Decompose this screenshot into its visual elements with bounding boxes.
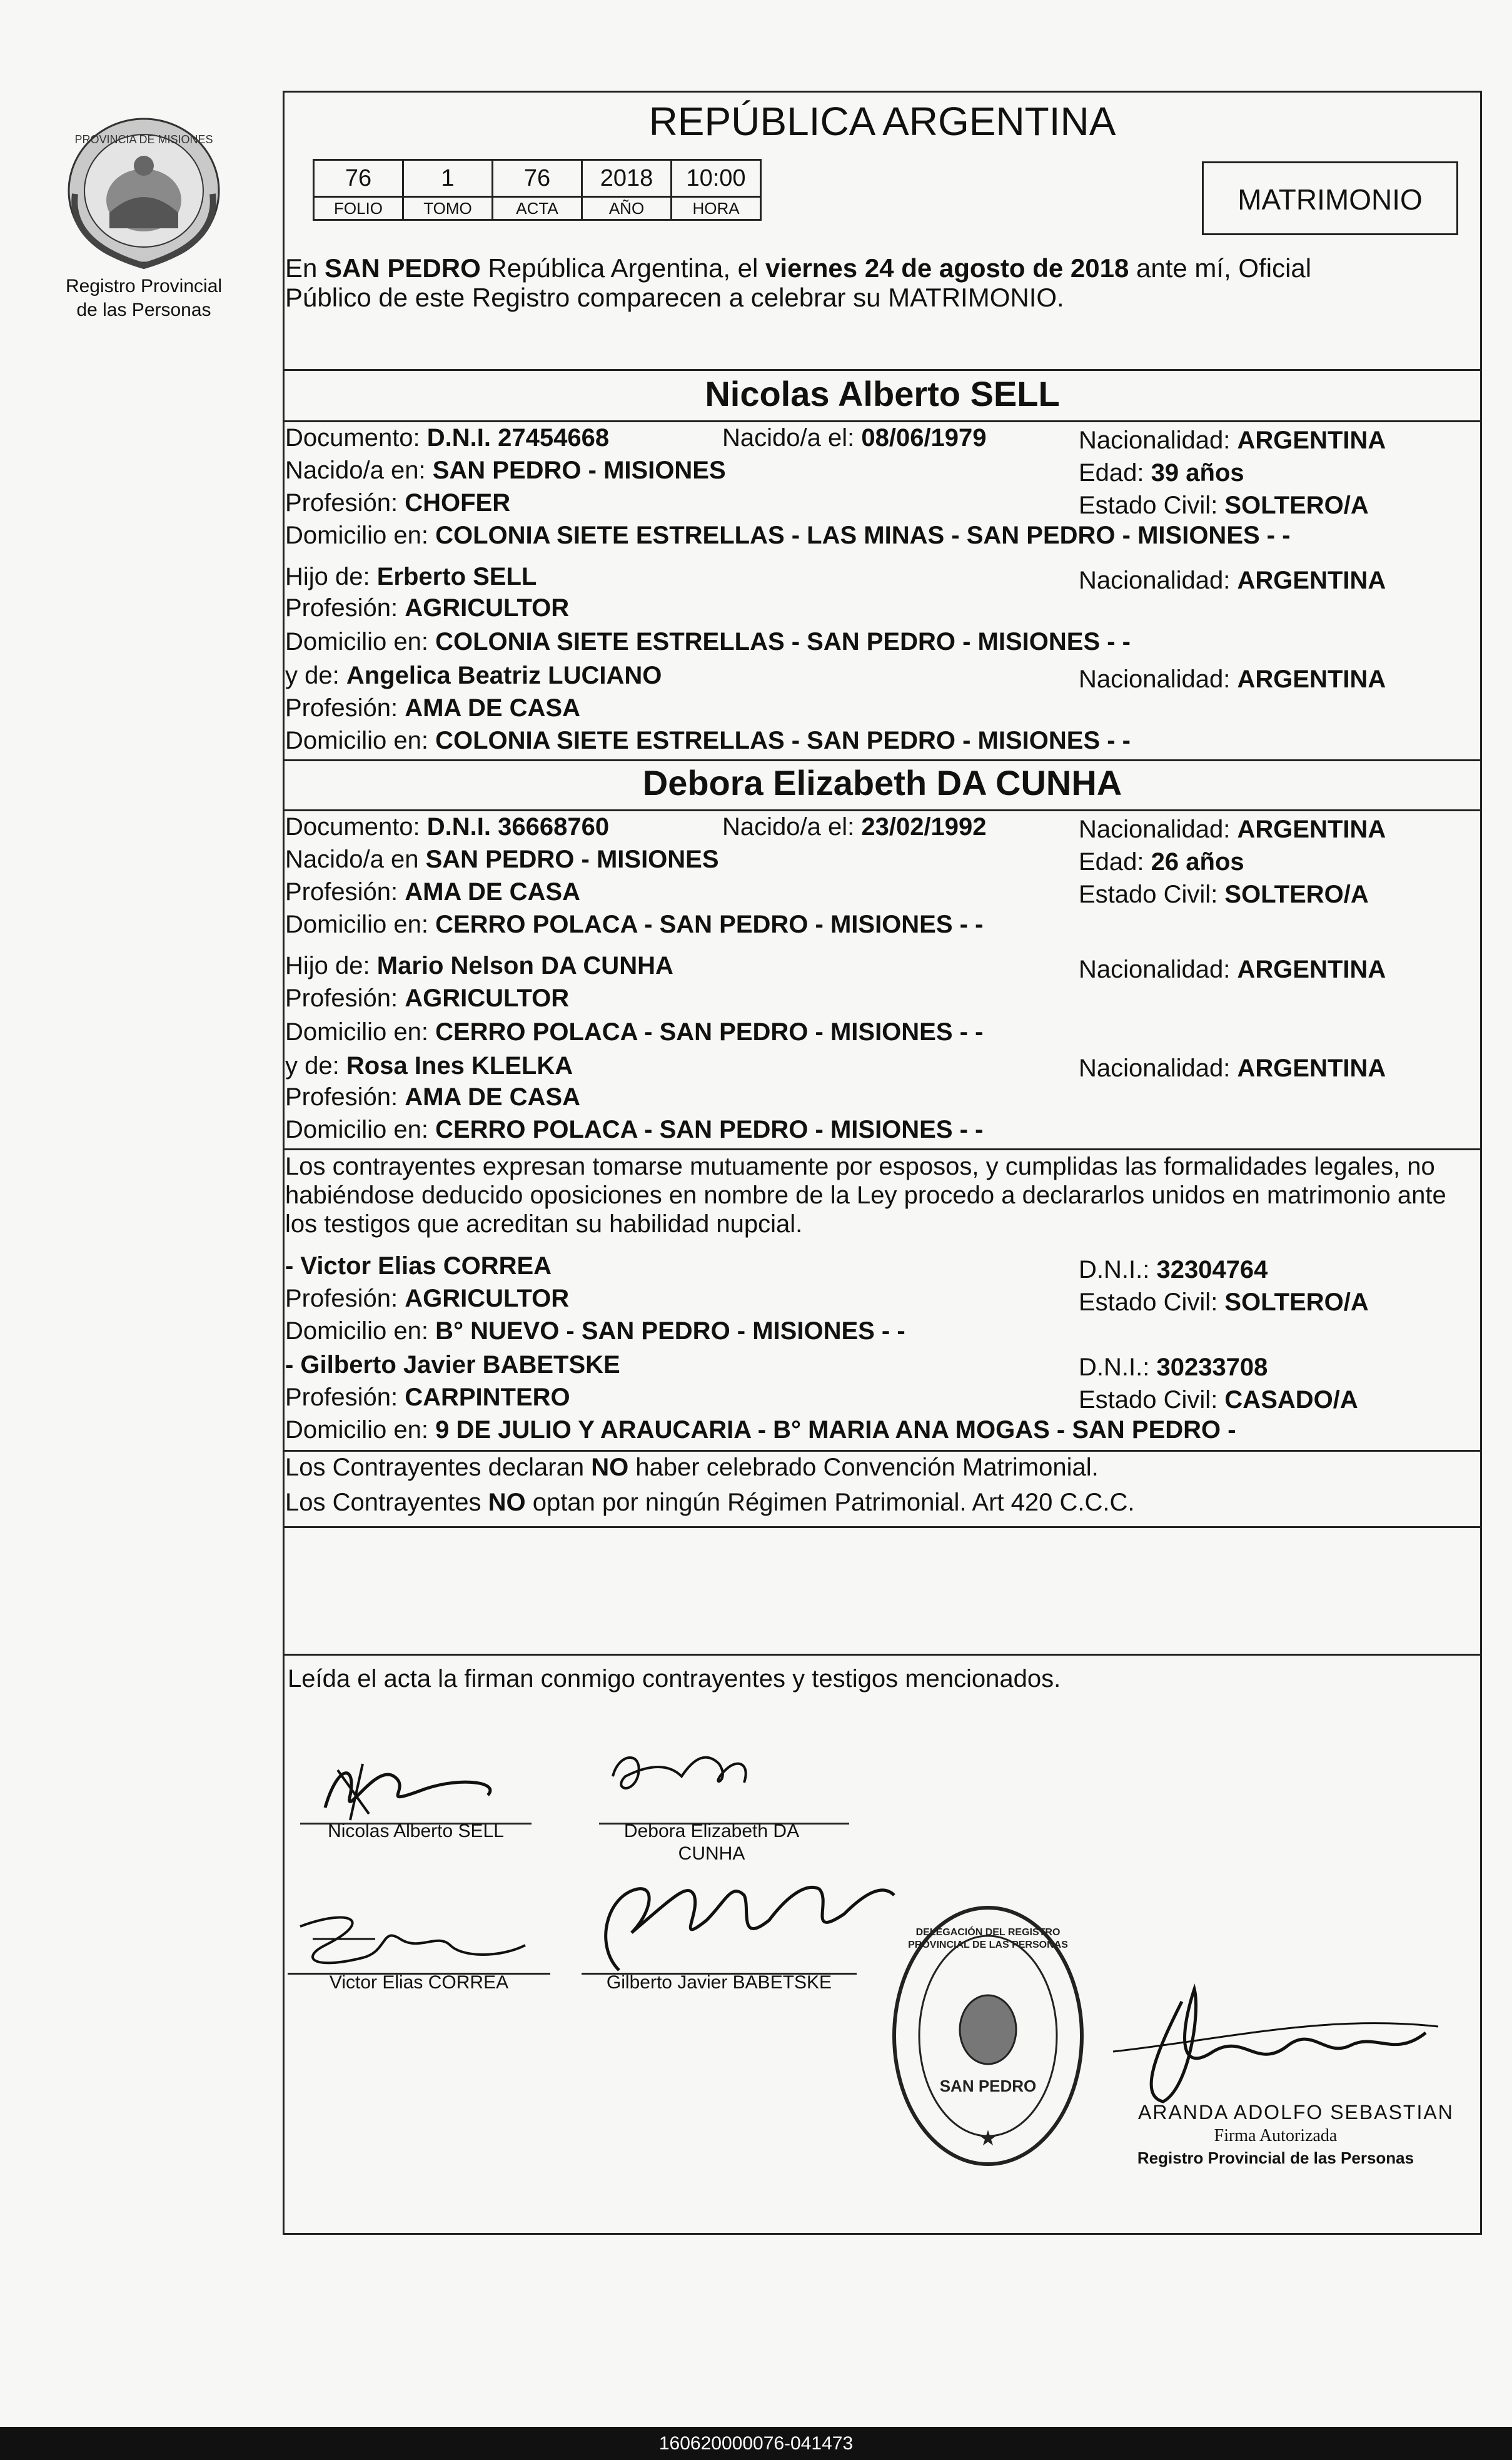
signature-4-label: Gilberto Javier BABETSKE xyxy=(606,1972,832,1993)
witness1-dni: D.N.I.: 32304764 xyxy=(1079,1256,1268,1283)
witness2-civil-status: Estado Civil: CASADO/A xyxy=(1079,1386,1358,1414)
acta-label: ACTA xyxy=(493,197,582,220)
intro-text-3: ante mí, Oficial xyxy=(1129,253,1312,283)
spouse1-mother: y de: Angelica Beatriz LUCIANO xyxy=(285,662,662,689)
spouse1-document: Documento: D.N.I. 27454668 xyxy=(285,424,610,452)
spouse2-father-profession: Profesión: AGRICULTOR xyxy=(285,985,570,1012)
folio-value: 76 xyxy=(314,160,403,197)
closing-statement: Leída el acta la firman conmigo contrayentes y testigos mencionados. xyxy=(288,1665,1061,1693)
tomo-label: TOMO xyxy=(403,197,493,220)
witness2-address: Domicilio en: 9 DE JULIO Y ARAUCARIA - B° MARIA ANA MOGAS - SAN PEDRO - xyxy=(285,1416,1236,1444)
spouse1-birthdate: Nacido/a el: 08/06/1979 xyxy=(722,424,987,452)
official-signature-scribble xyxy=(1101,1977,1451,2114)
spouse2-mother-profession: Profesión: AMA DE CASA xyxy=(285,1083,580,1111)
signature-2-label-1: Debora Elizabeth DA xyxy=(623,1821,800,1841)
spouse1-nationality: Nacionalidad: ARGENTINA xyxy=(1079,427,1386,454)
witness2-profession: Profesión: CARPINTERO xyxy=(285,1384,570,1411)
spouse2-mother-nationality: Nacionalidad: ARGENTINA xyxy=(1079,1055,1386,1082)
spouse1-mother-address: Domicilio en: COLONIA SIETE ESTRELLAS - SAN PEDRO - MISIONES - - xyxy=(285,727,1131,754)
anio-label: AÑO xyxy=(582,197,672,220)
spouse1-name: Nicolas Alberto SELL xyxy=(705,374,1060,413)
official-org: Registro Provincial de las Personas xyxy=(1137,2149,1414,2167)
spouse1-father-profession: Profesión: AGRICULTOR xyxy=(285,594,570,622)
seal-label: PROVINCIA DE MISIONES xyxy=(74,133,213,146)
spouse1-civil-status: Estado Civil: SOLTERO/A xyxy=(1079,492,1369,519)
spouse2-profession: Profesión: AMA DE CASA xyxy=(285,878,580,906)
acta-value: 76 xyxy=(493,160,582,197)
convention-line-2: Los Contrayentes NO optan por ningún Régimen Patrimonial. Art 420 C.C.C. xyxy=(285,1489,1135,1516)
declaration-line-2: habiéndose deducido oposiciones en nombre de la Ley procedo a declararlos unidos en matrimonio ante xyxy=(285,1182,1446,1209)
spouse1-mother-profession: Profesión: AMA DE CASA xyxy=(285,694,580,722)
spouse2-mother: y de: Rosa Ines KLELKA xyxy=(285,1052,573,1080)
intro-date: viernes 24 de agosto de 2018 xyxy=(765,253,1129,283)
signature-2-label-2: CUNHA xyxy=(678,1843,745,1864)
declaration-line-3: los testigos que acreditan su habilidad nupcial. xyxy=(285,1210,803,1238)
spouse2-age: Edad: 26 años xyxy=(1079,848,1244,876)
spouse1-father: Hijo de: Erberto SELL xyxy=(285,563,537,590)
intro-line-1 xyxy=(285,253,1311,283)
witness2-dni: D.N.I.: 30233708 xyxy=(1079,1354,1268,1381)
declaration-line-1: Los contrayentes expresan tomarse mutuamente por esposos, y cumplidas las formalidades legales, no xyxy=(285,1153,1435,1180)
document-code-bar: 160620000076-041473 xyxy=(0,2427,1512,2460)
act-metadata-table xyxy=(313,159,762,221)
folio-label: FOLIO xyxy=(314,197,403,220)
official-role: Firma Autorizada xyxy=(1214,2126,1338,2145)
convention-line-1: Los Contrayentes declaran NO haber celebrado Convención Matrimonial. xyxy=(285,1454,1099,1481)
spouse2-father-nationality: Nacionalidad: ARGENTINA xyxy=(1079,956,1386,983)
country-title: REPÚBLICA ARGENTINA xyxy=(648,99,1116,144)
act-type: MATRIMONIO xyxy=(1237,183,1423,216)
stamp-center-text: SAN PEDRO xyxy=(939,2077,1037,2095)
witness1-profession: Profesión: AGRICULTOR xyxy=(285,1285,570,1312)
intro-line-2: Público de este Registro comparecen a celebrar su MATRIMONIO. xyxy=(285,283,1064,312)
spouse1-address: Domicilio en: COLONIA SIETE ESTRELLAS - LAS MINAS - SAN PEDRO - MISIONES - - xyxy=(285,522,1291,549)
spouse2-father: Hijo de: Mario Nelson DA CUNHA xyxy=(285,952,673,979)
intro-city: SAN PEDRO xyxy=(325,253,481,283)
spouse1-father-address: Domicilio en: COLONIA SIETE ESTRELLAS - SAN PEDRO - MISIONES - - xyxy=(285,628,1131,655)
registry-label-1: Registro Provincial xyxy=(65,276,223,296)
spouse2-father-address: Domicilio en: CERRO POLACA - SAN PEDRO - MISIONES - - xyxy=(285,1018,984,1046)
witness1-name: - Victor Elias CORREA xyxy=(285,1252,552,1280)
spouse2-address: Domicilio en: CERRO POLACA - SAN PEDRO - MISIONES - - xyxy=(285,911,984,938)
hora-value: 10:00 xyxy=(672,160,761,197)
spouse2-civil-status: Estado Civil: SOLTERO/A xyxy=(1079,881,1369,908)
stamp-text: DELEGACIÓN DEL REGISTRO PROVINCIAL DE LAS PERSONAS xyxy=(908,1927,1068,1950)
spouse2-birthplace: Nacido/a en SAN PEDRO - MISIONES xyxy=(285,846,719,873)
witness1-address: Domicilio en: B° NUEVO - SAN PEDRO - MISIONES - - xyxy=(285,1317,905,1345)
spouse1-age: Edad: 39 años xyxy=(1079,459,1244,487)
official-stamp xyxy=(888,1901,1088,2170)
svg-text:★: ★ xyxy=(978,2127,998,2150)
act-type-box xyxy=(1202,161,1458,235)
intro-text-2: República Argentina, el xyxy=(480,253,766,283)
spouse1-father-nationality: Nacionalidad: ARGENTINA xyxy=(1079,567,1386,594)
spouse2-document: Documento: D.N.I. 36668760 xyxy=(285,813,610,841)
signature-1-scribble xyxy=(300,1751,525,1826)
signature-3-label: Victor Elias CORREA xyxy=(329,1972,509,1993)
signature-3-scribble xyxy=(275,1901,538,1977)
spouse2-name: Debora Elizabeth DA CUNHA xyxy=(642,763,1122,802)
intro-text-1: En xyxy=(285,253,325,283)
spouse1-birthplace: Nacido/a en: SAN PEDRO - MISIONES xyxy=(285,457,726,484)
hora-label: HORA xyxy=(672,197,761,220)
spouse1-mother-nationality: Nacionalidad: ARGENTINA xyxy=(1079,666,1386,693)
signature-2-scribble xyxy=(600,1739,763,1808)
spouse1-profession: Profesión: CHOFER xyxy=(285,489,511,517)
witness2-name: - Gilberto Javier BABETSKE xyxy=(285,1351,620,1379)
anio-value: 2018 xyxy=(582,160,672,197)
registry-label-2: de las Personas xyxy=(76,300,211,320)
tomo-value: 1 xyxy=(403,160,493,197)
spouse2-birthdate: Nacido/a el: 23/02/1992 xyxy=(722,813,987,841)
signature-1-label: Nicolas Alberto SELL xyxy=(328,1821,504,1841)
spouse2-mother-address: Domicilio en: CERRO POLACA - SAN PEDRO - MISIONES - - xyxy=(285,1116,984,1143)
official-name: ARANDA ADOLFO SEBASTIAN xyxy=(1138,2101,1454,2123)
witness1-civil-status: Estado Civil: SOLTERO/A xyxy=(1079,1288,1369,1316)
spouse2-nationality: Nacionalidad: ARGENTINA xyxy=(1079,816,1386,843)
